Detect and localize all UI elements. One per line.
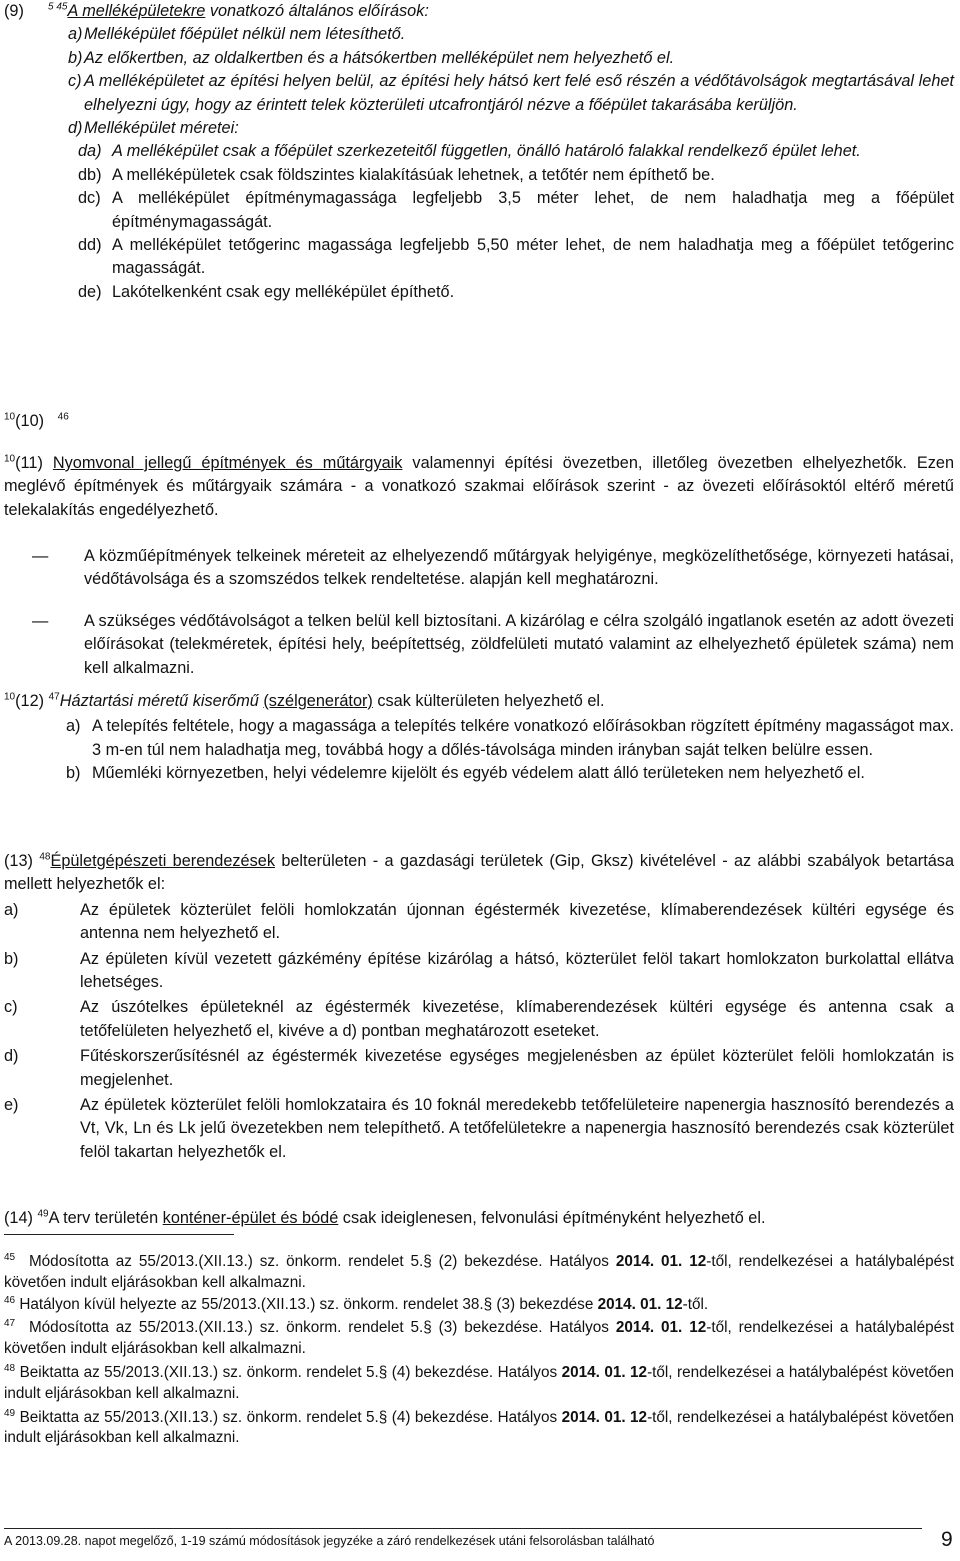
- paragraph-number: (13): [4, 852, 33, 870]
- paragraph-number: (12): [15, 692, 45, 710]
- footnotes: [4, 1252, 954, 1449]
- paragraph-13: [4, 850, 954, 1164]
- list-item-b: b) Az előkertben, az oldalkertben és a hátsókertben melléképület nem helyezhető el.: [68, 48, 675, 67]
- list-item-c: c) Az úszótelkes épületeknél az égéstermék kivezetése, klímaberendezések kültéri egysége és antenna csak a tetőfelületen helyezhető el, kivéve a d) pontban meghatározott eseteket.: [4, 998, 954, 1040]
- footnote-ref: 5 45: [48, 1, 68, 13]
- footnote-number: 47: [4, 1318, 16, 1330]
- list-item-d: d) Melléképület méretei:: [68, 119, 239, 138]
- list-item-a: a) Az épületek közterület felöli homlokzatán újonnan égéstermék kivezetése, klímaberendezések kültéri egysége és antenna nem helyezhető el.: [4, 900, 954, 943]
- footnote-ref: 10: [4, 691, 16, 703]
- list-item-a: a) Melléképület főépület nélkül nem létesíthető.: [68, 25, 406, 44]
- paragraph-number: (9): [4, 2, 24, 20]
- list-item-e: e) Az épületek közterület felöli homlokzataira és 10 foknál meredekebb tetőfelületeire napenergia hasznosító berendezés a Vt, Vk, Ln és Lk jelű övezetekben nem telepíthető. A tetőfelületekre a napenergia hasznosító berendezés csak közterület felöl takartan helyezhetők el.: [4, 1096, 954, 1161]
- paragraph-number: (14): [4, 1209, 33, 1227]
- dash-bullet: —: [32, 612, 49, 630]
- list-item-de: de) Lakótelkenként csak egy melléképület építhető.: [78, 282, 455, 301]
- footnote-ref: 49: [37, 1208, 49, 1220]
- paragraph-11: $^{10}$(11) Nyomvonal jellegű építmények és műtárgyaik valamennyi építési övezetben, illetőleg övezetben elhelyezhetők. Ezen meglévő építmények és műtárgyaik számára - a vonatkozó szakmai előírások szerint - az övezeti előírásoktól eltérő méretű telekalakítás engedélyezhető.: [4, 453, 954, 519]
- footnote-ref: 48: [39, 851, 51, 863]
- list-item-db: db) A melléképületek csak földszintes kialakításúak lehetnek, a tetőtér nem építhető be.: [78, 165, 715, 184]
- paragraph-10: [4, 410, 69, 433]
- list-item-dc: dc) A melléképület építménymagassága legfeljebb 3,5 méter lehet, de nem haladhatja meg a főépület építménymagasságát.: [78, 189, 954, 231]
- footnote-number: 49: [4, 1407, 16, 1419]
- list-item-da: da) A melléképület csak a főépület szerkezeteitől független, önálló határoló falakkal rendelkező épület lehet.: [78, 142, 861, 161]
- footnote: $^{48}$ Beiktatta az 55/2013.(XII.13.) sz. önkorm. rendelet 5.§ (4) bekezdése. Hatályos 2014. 01. 12-től, rendelkezései a hatálybalépést követően indult eljárásokban kell alkalmazni.: [4, 1362, 955, 1402]
- footnote-separator: [4, 1234, 234, 1235]
- list-item-b: b) Műemléki környezetben, helyi védelemre kijelölt és egyéb védelem alatt álló területeken nem helyezhető el.: [66, 764, 865, 783]
- footnote-number: 46: [4, 1294, 16, 1306]
- footnote-number: 45: [4, 1251, 16, 1263]
- paragraph-number: (11): [15, 454, 43, 472]
- paragraph-12-heading: $^{10}$(12) $^{47}$Háztartási méretű kiserőmű (szélgenerátor) csak külterületen helyezhető el.: [4, 691, 605, 710]
- list-item-b: b) Az épületen kívül vezetett gázkémény építése kizárólag a hátsó, közterület felöl takart homlokzaton burkolattal ellátva lehetséges.: [4, 949, 954, 992]
- list-item-dd: dd) A melléképület tetőgerinc magassága legfeljebb 5,50 méter lehet, de nem haladhatja meg a főépület tetőgerinc magasságát.: [78, 236, 954, 278]
- footer-rule: [4, 1528, 922, 1529]
- dash-item-2: — A szükséges védőtávolságot a telken belül kell biztosítani. A kizárólag e célra szolgáló ingatlanok esetén az adott övezeti előírásokat (telekméretek, építési hely, beépítettség, zöldfelületi mutató valamint az elhelyezhető épületek száma) nem kell alkalmazni.: [32, 612, 954, 677]
- footnote-ref: 10: [4, 411, 16, 423]
- footnote-ref: 10: [4, 453, 16, 465]
- footnote-ref: 47: [48, 691, 60, 703]
- footnote: $^{47}$ Módosította az 55/2013.(XII.13.) sz. önkorm. rendelet 5.§ (3) bekezdése. Hatályos 2014. 01. 12-től, rendelkezései a hatálybalépést követően indult eljárásokban kell alkalmazni.: [4, 1318, 954, 1358]
- list-item-d: d) Fűtéskorszerűsítésnél az égéstermék kivezetése egységes megjelenésben az épület közterület felöli homlokzatán is megjelenhet.: [4, 1047, 954, 1089]
- paragraph-14: (14) $^{49}$A terv területén konténer-épület és bódé csak ideiglenesen, felvonulási építményként helyezhető el.: [4, 1208, 766, 1227]
- footnote: $^{49}$ Beiktatta az 55/2013.(XII.13.) sz. önkorm. rendelet 5.§ (4) bekezdése. Hatályos 2014. 01. 12-től, rendelkezései a hatálybalépést követően indult eljárásokban kell alkalmazni.: [4, 1407, 955, 1447]
- dash-item-1: — A közműépítmények telkeinek méreteit az elhelyezendő műtárgyak helyigénye, megközelíthetősége, környezeti hatásai, védőtávolsága és a szomszédos telkek rendeltetése. alapján kell meghatározni.: [32, 547, 954, 589]
- list-item-a: a) A telepítés feltétele, hogy a magassága a telepítés telkére vonatkozó előírásokban rögzített építmény magasságot max. 3 m-en túl nem haladhatja meg, továbbá hogy a dőlés-távolsága minden irányban saját telken belülre essen.: [66, 717, 954, 759]
- footnote: $^{46}$ Hatályon kívül helyezte az 55/2013.(XII.13.) sz. önkorm. rendelet 38.§ (3) bekezdése 2014. 01. 12-től.: [4, 1294, 709, 1313]
- footnote: $^{45}$ Módosította az 55/2013.(XII.13.) sz. önkorm. rendelet 5.§ (2) bekezdése. Hatályos 2014. 01. 12-től, rendelkezései a hatálybalépést követően indult eljárásokban kell alkalmazni.: [4, 1251, 954, 1291]
- footnote-ref: 46: [57, 411, 69, 423]
- dash-bullet: —: [32, 547, 49, 565]
- page-number: 9: [941, 1528, 953, 1551]
- paragraph-13-heading: (13) $^{48}$Épületgépészeti berendezések belterületen - a gazdasági területek (Gip, Gksz) kivételével - az alábbi szabályok betartása mellett helyezhetők el:: [4, 851, 955, 894]
- footnote-number: 48: [4, 1362, 16, 1374]
- page-footer-text: A 2013.09.28. napot megelőző, 1-19 számú módosítások jegyzéke a záró rendelkezések utáni felsorolásban található: [4, 1534, 655, 1548]
- paragraph-9-heading: (9) $^{5 45}$A melléképületekre vonatkozó általános előírások:: [4, 0, 954, 23]
- paragraph-12: [4, 690, 954, 786]
- list-item-c: c) A melléképületet az építési helyen belül, az építési hely hátsó kert felé eső részén a védőtávolságok megtartásával lehet elhelyezni úgy, hogy az érintett telek közterületi utcafrontjáról nézve a főépület takarásába kerüljön.: [68, 72, 954, 114]
- paragraph-number: (10): [15, 412, 45, 430]
- paragraph-9: [4, 0, 954, 304]
